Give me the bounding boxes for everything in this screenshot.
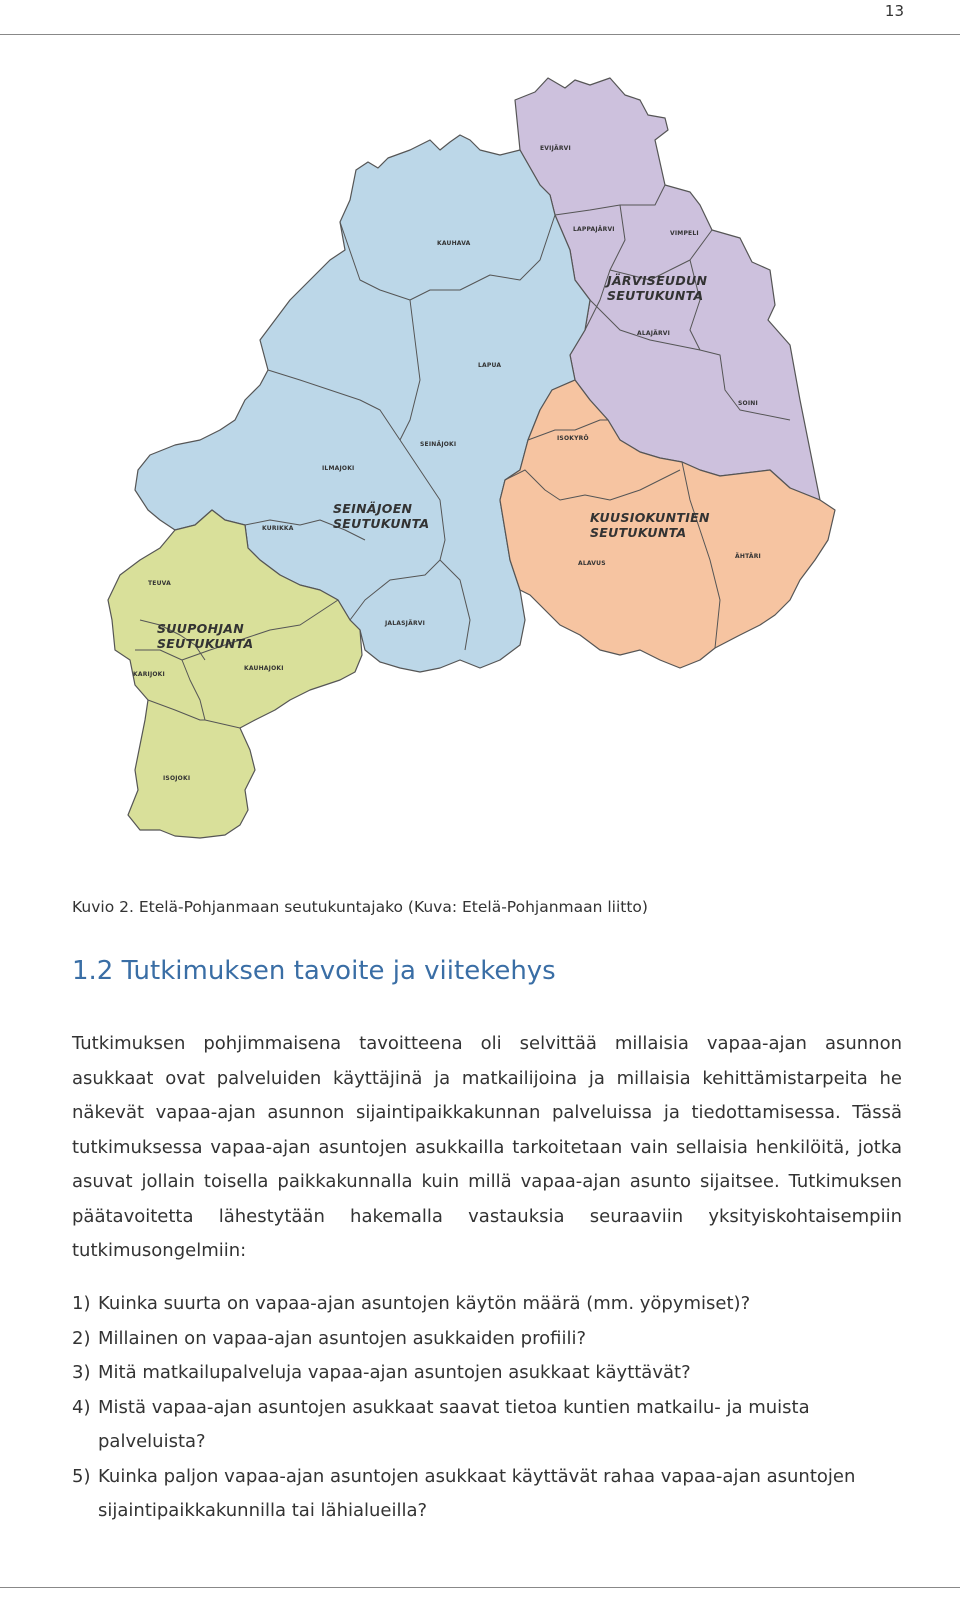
label-isokyro: ISOKYRÖ — [557, 435, 589, 442]
label-ahtari: ÄHTÄRI — [735, 553, 761, 560]
label-evijarvi: EVIJÄRVI — [540, 145, 571, 152]
label-kuusiokunnat: KUUSIOKUNTIEN SEUTUKUNTA — [590, 510, 710, 540]
question-item: 2) Millainen on vapaa-ajan asuntojen asukkaiden profiili? — [72, 1327, 587, 1349]
label-isojoki: ISOJOKI — [163, 775, 191, 782]
label-ilmajoki: ILMAJOKI — [322, 465, 355, 472]
label-vimpeli: VIMPELI — [670, 230, 699, 237]
label-lappajarvi: LAPPAJÄRVI — [573, 226, 615, 233]
label-suupohja: SUUPOHJAN SEUTUKUNTA — [157, 621, 254, 651]
body-paragraph: Tutkimuksen pohjimmaisena tavoitteena oli selvittää millaisia vapaa-ajan asunnon asukkaat ovat palveluiden käyttäjinä ja matkailijoina ja millaisia kehittämistarpeita he näkevät vapaa-ajan asunnon sijaintipaikkakunnan palveluissa ja tiedottamisessa. Tässä tutkimuksessa vapaa-ajan asuntojen asukkailla tarkoitetaan vain sellaisia henkilöitä, jotka asuvat jollain toisella paikkakunnalla kuin millä vapaa-ajan asunto sijaitsee. Tutkimuksen päätavoitetta lähestytään hakemalla vastauksia seuraaviin yksityiskohtaisempiin tutkimusongelmiin: — [72, 1033, 902, 1261]
label-jalasjarvi: JALASJÄRVI — [385, 620, 426, 627]
label-alavus: ALAVUS — [578, 560, 606, 567]
label-alajarvi: ALAJÄRVI — [637, 330, 671, 337]
figure-caption: Kuvio 2. Etelä-Pohjanmaan seutukuntajako (Kuva: Etelä-Pohjanmaan liitto) — [72, 898, 648, 916]
label-jarviseutu: JÄRVISEUDUN SEUTUKUNTA — [607, 273, 708, 303]
label-kauhava: KAUHAVA — [437, 240, 471, 247]
label-karijoki: KARIJOKI — [133, 671, 165, 678]
question-item: 5) Kuinka paljon vapaa-ajan asuntojen asukkaat käyttävät rahaa vapaa-ajan asuntojen sijaintipaikkakunnilla tai lähialueilla? — [72, 1465, 856, 1521]
question-list — [72, 1287, 902, 1529]
question-item: 4) Mistä vapaa-ajan asuntojen asukkaat saavat tietoa kuntien matkailu- ja muista palveluista? — [72, 1396, 810, 1452]
section-heading: 1.2 Tutkimuksen tavoite ja viitekehys — [72, 956, 556, 986]
label-seinajoki: SEINÄJOKI — [420, 441, 457, 448]
label-soini: SOINI — [738, 400, 758, 407]
label-seinajoki-region: SEINÄJOEN SEUTUKUNTA — [333, 501, 430, 531]
label-teuva: TEUVA — [148, 580, 171, 587]
footer-rule — [0, 1587, 960, 1588]
question-item: 1) Kuinka suurta on vapaa-ajan asuntojen käytön määrä (mm. yöpymiset)? — [72, 1293, 751, 1314]
label-kurikka: KURIKKA — [262, 525, 294, 532]
page-number: 13 — [884, 2, 904, 20]
label-kauhajoki: KAUHAJOKI — [244, 665, 284, 672]
question-item: 3) Mitä matkailupalveluja vapaa-ajan asuntojen asukkaat käyttävät? — [72, 1362, 691, 1383]
label-lapua: LAPUA — [478, 362, 502, 369]
